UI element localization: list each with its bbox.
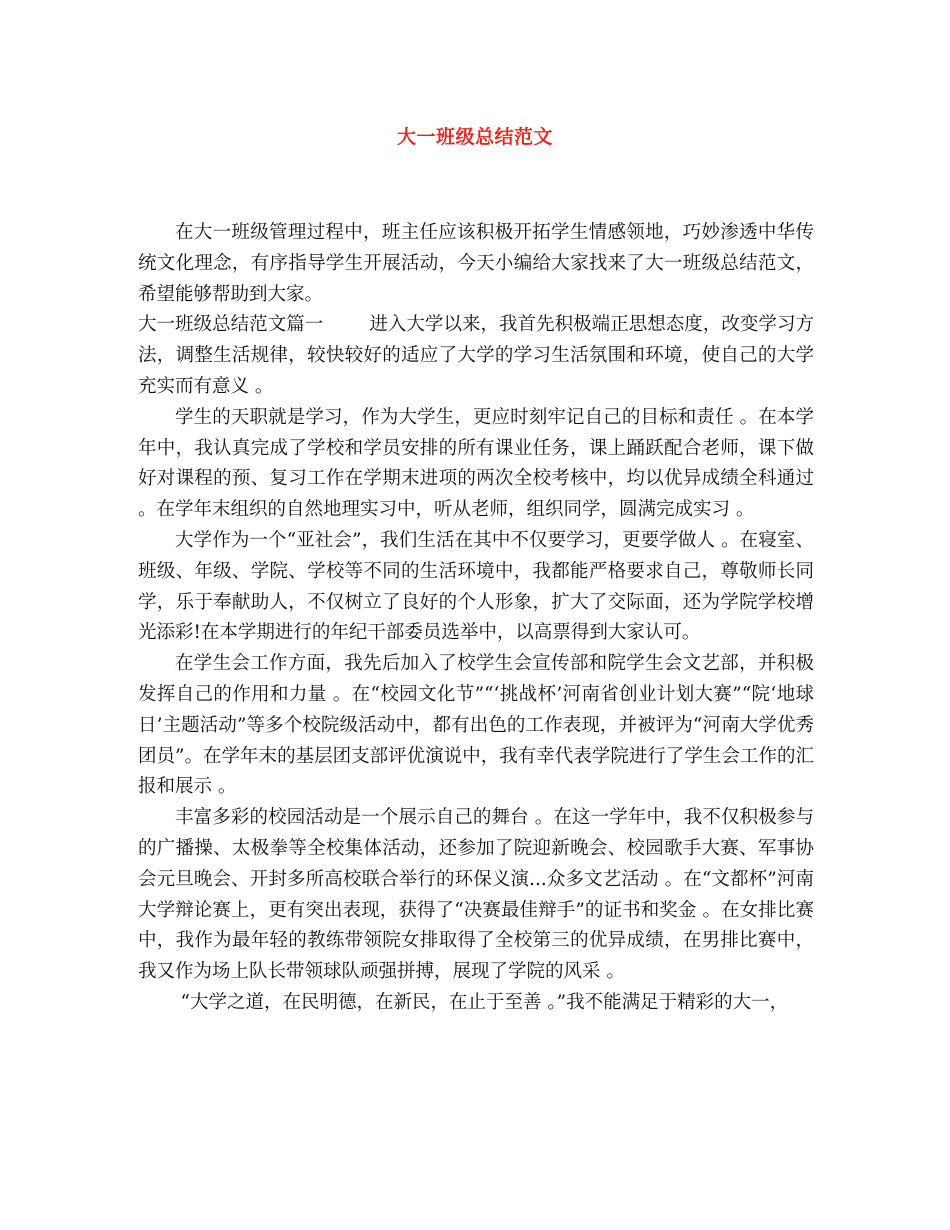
body-paragraph-4: 在学生会工作方面，我先后加入了校学生会宣传部和院学生会文艺部，并积极发挥自己的作用和力量 。在“校园文化节”“‘挑战杯’河南省创业计划大赛”“院‘地球日’主题活动”等多个校院级活动中，都有出色的工作表现，并被评为“河南大学优秀团员”。在学年末的基层团支部评优演说中，我有幸代表学院进行了学生会工作的汇报和展示 。 [138, 653, 814, 798]
section-heading: 大一班级总结范文篇一 [138, 314, 324, 336]
intro-paragraph: 在大一班级管理过程中，班主任应该积极开拓学生情感领地，巧妙渗透中华传统文化理念，有序指导学生开展活动，今天小编给大家找来了大一班级总结范文，希望能够帮助到大家。 [138, 222, 814, 305]
document-body [138, 218, 814, 1019]
body-paragraph-3: 大学作为一个“亚社会”，我们生活在其中不仅要学习，更要学做人 。在寝室、班级、年级、学院、学校等不同的生活环境中，我都能严格要求自己，尊敬师长同学，乐于奉献助人，不仅树立了良好的个人形象，扩大了交际面，还为学院学校增光添彩!在本学期进行的年纪干部委员选举中，以高票得到大家认可。 [138, 529, 814, 644]
body-paragraph-1: 进入大学以来，我首先积极端正思想态度，改变学习方法，调整生活规律，较快较好的适应了大学的学习生活氛围和环境，使自己的大学充实而有意义 。 [138, 314, 814, 397]
document-title: 大一班级总结范文 [396, 126, 553, 148]
body-paragraph-2: 学生的天职就是学习，作为大学生，更应时刻牢记自己的目标和责任 。在本学年中，我认真完成了学校和学员安排的所有课业任务，课上踊跃配合老师，课下做好对课程的预、复习工作在学期末进项的两次全校考核中，均以优异成绩全科通过 。在学年末组织的自然地理实习中，听从老师，组织同学，圆满完成实习 。 [138, 406, 814, 521]
section-first-paragraph [138, 310, 814, 402]
body-paragraph-5: 丰富多彩的校园活动是一个展示自己的舞台 。在这一学年中，我不仅积极参与的广播操、太极拳等全校集体活动，还参加了院迎新晚会、校园歌手大赛、军事协会元旦晚会、开封多所高校联合举行的环保义演...众多文艺活动 。在“文都杯”河南大学辩论赛上，更有突出表现，获得了“决赛最佳辩手”的证书和奖金 。在女排比赛中，我作为最年轻的教练带领院女排取得了全校第三的优异成绩，在男排比赛中，我又作为场上队长带领球队顽强拼搏，展现了学院的风采 。 [138, 807, 814, 983]
body-paragraph-6: “大学之道，在民明德，在新民，在止于至善 。”我不能满足于精彩的大一， [180, 991, 789, 1013]
